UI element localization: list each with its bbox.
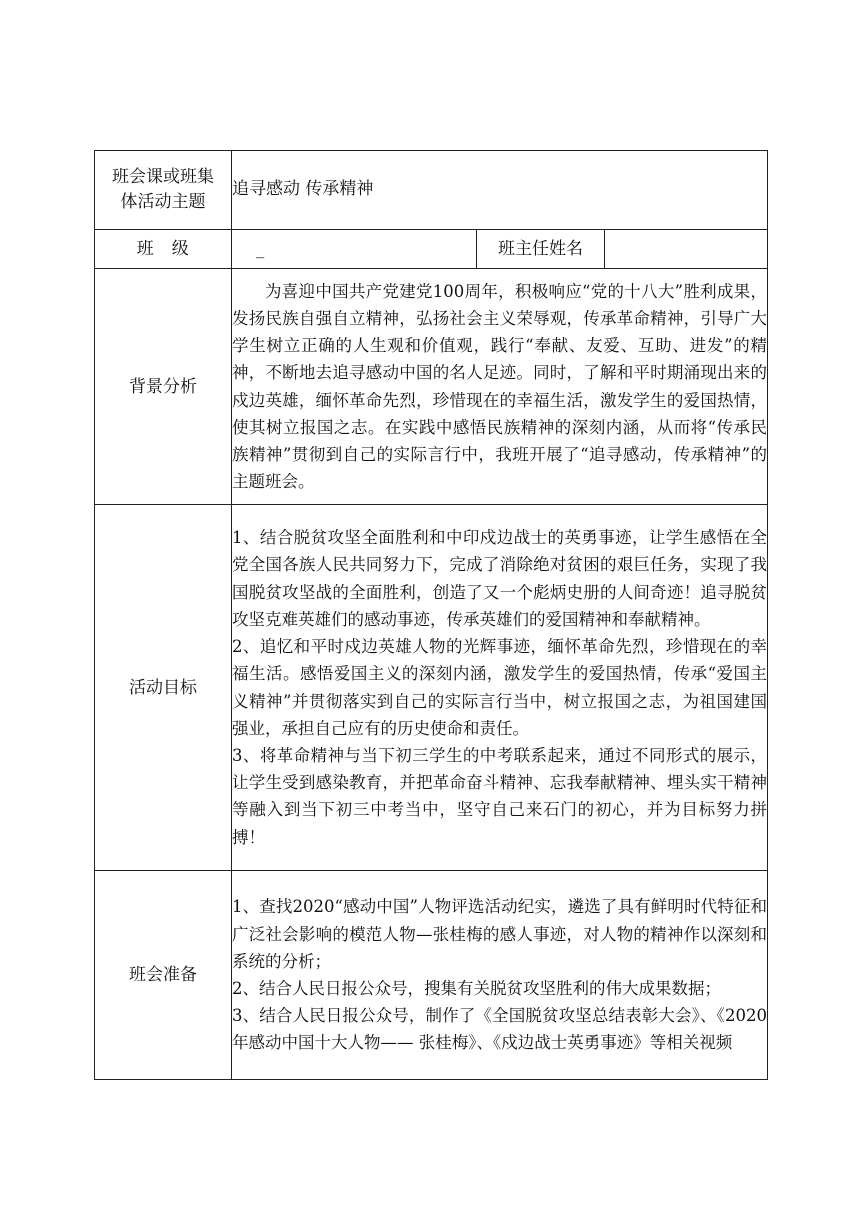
theme-row: [95, 151, 768, 230]
preparation-item-1: 1、查找2020“感动中国”人物评选活动纪实，遴选了具有鲜明时代特征和广泛社会影响的模范人物—张桂梅的感人事迹，对人物的精神作以深刻和系统的分析；: [232, 897, 767, 971]
preparation-item-3: 3、结合人民日报公众号，制作了《全国脱贫攻坚总结表彰大会》、《2020年感动中国十大人物—— 张桂梅》、《戍边战士英勇事迹》等相关视频: [232, 1006, 767, 1053]
background-label: 背景分析: [95, 269, 232, 505]
class-row: [95, 230, 768, 269]
teacher-name-label: 班主任姓名: [477, 230, 605, 269]
preparation-row: [95, 871, 768, 1080]
preparation-label: 班会准备: [95, 871, 232, 1080]
teacher-name-value: [605, 230, 768, 269]
goal-item-3: 3、将革命精神与当下初三学生的中考联系起来，通过不同形式的展示，让学生受到感染教育，并把革命奋斗精神、忘我奉献精神、埋头实干精神等融入到当下初三中考当中，坚守自己来石门的初心，并为目标努力拼搏！: [232, 745, 767, 847]
goal-item-2: 2、追忆和平时戍边英雄人物的光辉事迹，缅怀革命先烈，珍惜现在的幸福生活。感悟爱国主义的深刻内涵，激发学生的爱国热情，传承“爱国主义精神”并贯彻落实到自己的实际言行当中，树立报国之志，为祖国建国强业，承担自己应有的历史使命和责任。: [232, 637, 767, 738]
preparation-item-2: 2、结合人民日报公众号，搜集有关脱贫攻坚胜利的伟大成果数据；: [232, 979, 721, 998]
goal-item-1: 1、结合脱贫攻坚全面胜利和中印戍边战士的英勇事迹，让学生感悟在全党全国各族人民共同努力下，完成了消除绝对贫困的艰巨任务，实现了我国脱贫攻坚战的全面胜利，创造了又一个彪炳史册的人间奇迹！追寻脱贫攻坚克难英雄们的感动事迹，传承英雄们的爱国精神和奉献精神。: [232, 528, 767, 629]
theme-label: 班会课或班集体活动主题: [95, 151, 232, 230]
goals-label: 活动目标: [95, 505, 232, 871]
goals-row: [95, 505, 768, 871]
class-label: 班 级: [95, 230, 232, 269]
class-meeting-plan-table: [94, 150, 768, 1080]
theme-value: 追寻感动 传承精神: [232, 151, 768, 230]
background-row: [95, 269, 768, 505]
class-value: _: [232, 230, 477, 269]
background-text: 为喜迎中国共产党建党100周年，积极响应“党的十八大”胜利成果，发扬民族自强自立精神，弘扬社会主义荣辱观，传承革命精神，引导广大学生树立正确的人生观和价值观，践行“奉献、友爱、互助、进发”的精神，不断地去追寻感动中国的名人足迹。同时，了解和平时期涌现出来的戍边英雄，缅怀革命先烈，珍惜现在的幸福生活，激发学生的爱国热情，使其树立报国之志。在实践中感悟民族精神的深刻内涵，从而将“传承民族精神”贯彻到自己的实际言行中，我班开展了“追寻感动，传承精神”的主题班会。: [232, 281, 767, 492]
